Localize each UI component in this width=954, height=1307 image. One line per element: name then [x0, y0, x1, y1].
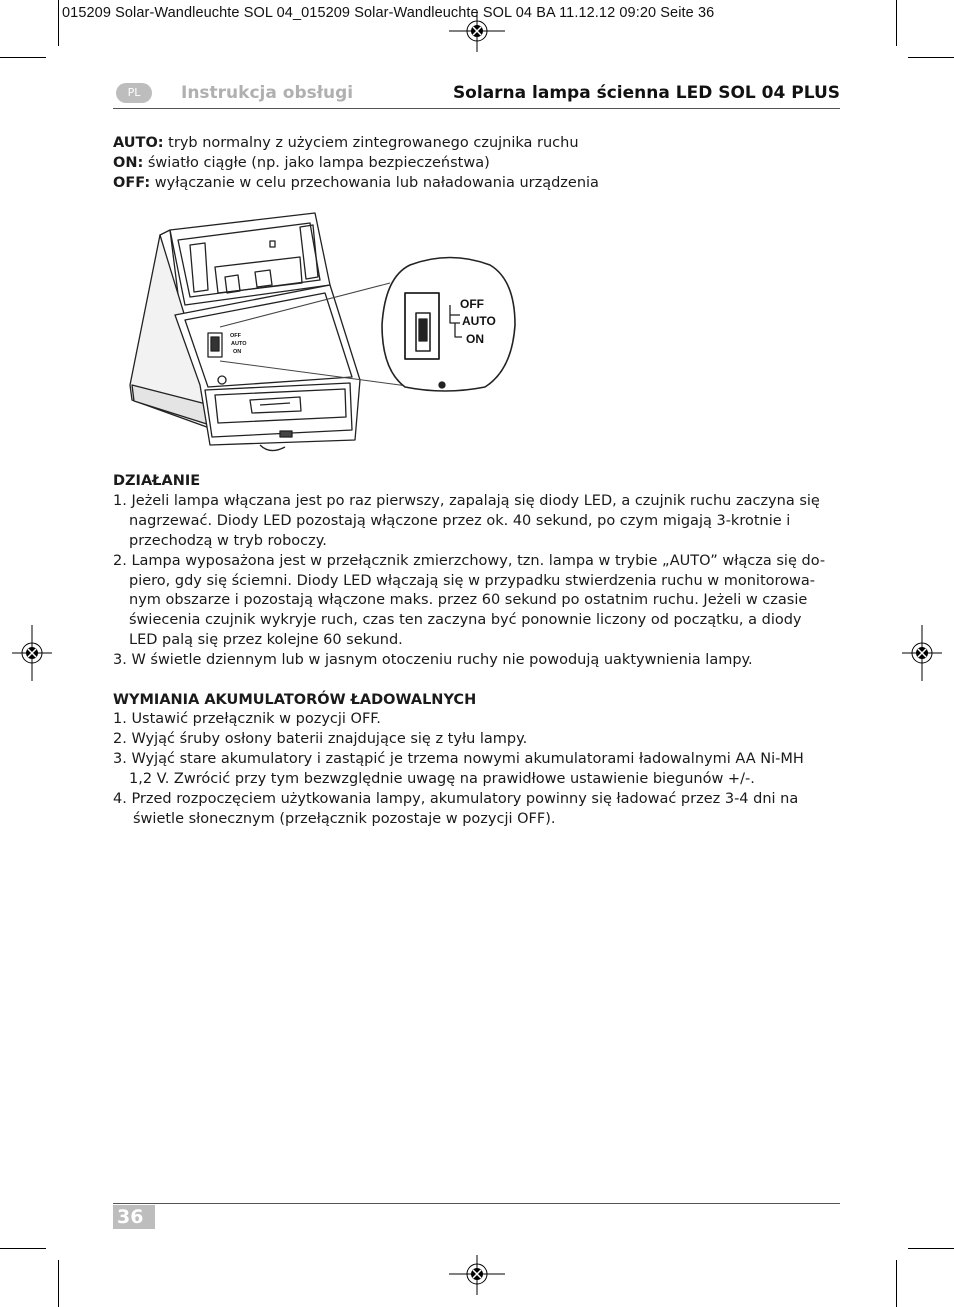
operation-heading: DZIAŁANIE	[113, 473, 201, 489]
registration-mark-icon	[12, 625, 52, 681]
operation-item: 2. Lampa wyposażona jest w przełącznik zmierzchowy, tzn. lampa w trybie „AUTO” włącza się do-	[113, 553, 826, 569]
battery-item: świetle słonecznym (przełącznik pozostaje w pozycji OFF).	[133, 811, 556, 827]
product-title: Solarna lampa ścienna LED SOL 04 PLUS	[452, 83, 840, 103]
battery-item: 1. Ustawić przełącznik w pozycji OFF.	[113, 711, 381, 727]
crop-mark	[908, 1248, 954, 1249]
crop-mark	[58, 0, 59, 46]
lamp-switch-illustration	[120, 205, 520, 460]
battery-item: 1,2 V. Zwrócić przy tym bezwzględnie uwagę na prawidłowe ustawienie biegunów +/-.	[129, 771, 755, 787]
mode-off: OFF: wyłączanie w celu przechowania lub naładowania urządzenia	[113, 175, 599, 191]
mode-auto: AUTO: tryb normalny z użyciem zintegrowanego czujnika ruchu	[113, 135, 579, 151]
operation-item: świecenia czujnik wykryje ruch, czas ten zaczyna być ponownie liczony od początku, a diody	[129, 612, 802, 628]
crop-mark	[0, 1248, 46, 1249]
footer-rule	[113, 1203, 840, 1204]
operation-item: piero, gdy się ściemni. Diody LED włączają się w przypadku stwierdzenia ruchu w monitorowa-	[129, 573, 815, 589]
registration-mark-icon	[902, 625, 942, 681]
operation-item: 1. Jeżeli lampa włączana jest po raz pierwszy, zapalają się diody LED, a czujnik ruchu zaczyna się	[113, 493, 820, 509]
operation-item: przechodzą w tryb roboczy.	[129, 533, 327, 549]
operation-item: nym obszarze i pozostają włączone maks. przez 60 sekund po ostatnim ruchu. Jeżeli w czasie	[129, 592, 808, 608]
crop-mark	[58, 1260, 59, 1307]
switch-label-off-large: OFF	[460, 297, 484, 311]
crop-mark	[896, 0, 897, 46]
registration-mark-icon	[449, 1255, 505, 1295]
section-title: Instrukcja obsługi	[181, 83, 354, 103]
switch-label-auto-small: AUTO	[231, 341, 247, 347]
switch-label-on-large: ON	[466, 332, 484, 346]
registration-mark-icon	[449, 12, 505, 52]
page-number: 36	[113, 1205, 155, 1229]
operation-item: LED palą się przez kolejne 60 sekund.	[129, 632, 403, 648]
switch-label-on-small: ON	[233, 349, 242, 355]
battery-item: 2. Wyjąć śruby osłony baterii znajdujące się z tyłu lampy.	[113, 731, 528, 747]
crop-mark	[896, 1260, 897, 1307]
battery-heading: WYMIANIA AKUMULATORÓW ŁADOWALNYCH	[113, 692, 477, 708]
crop-mark	[908, 57, 954, 58]
language-badge: PL	[116, 83, 152, 103]
operation-item: nagrzewać. Diody LED pozostają włączone przez ok. 40 sekund, po czym migają 3-krotnie i	[129, 513, 791, 529]
page-header	[113, 82, 840, 109]
crop-mark	[0, 57, 46, 58]
operation-item: 3. W świetle dziennym lub w jasnym otoczeniu ruchy nie powodują uaktywnienia lampy.	[113, 652, 753, 668]
battery-item: 3. Wyjąć stare akumulatory i zastąpić je trzema nowymi akumulatorami ładowalnymi AA Ni-MH	[113, 751, 804, 767]
switch-label-auto-large: AUTO	[462, 314, 496, 328]
switch-label-off-small: OFF	[230, 333, 241, 339]
print-header: 015209 Solar-Wandleuchte SOL 04_015209 Solar-Wandleuchte SOL 04 BA 11.12.12 09:20 Seite 36	[62, 5, 715, 21]
battery-item: 4. Przed rozpoczęciem użytkowania lampy, akumulatory powinny się ładować przez 3-4 dni na	[113, 791, 799, 807]
mode-on: ON: światło ciągłe (np. jako lampa bezpieczeństwa)	[113, 155, 490, 171]
